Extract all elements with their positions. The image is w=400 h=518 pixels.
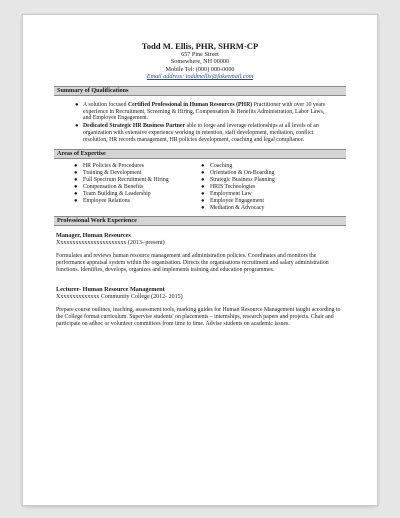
expertise-heading: Areas of Expertise xyxy=(54,149,346,159)
job-organization: Xxxxxxxxxxxxxx Community College (2012- 2015) xyxy=(56,293,183,300)
expertise-item: ● Training & Development xyxy=(74,169,142,176)
bullet-icon: ● xyxy=(201,176,205,183)
job-description: Formulates and reviews human resource management and administration policies. Coordinates and monitors the performance appraisal system within the organisation. Directs the organisations recruitment and salary administration functions. Identifies, develops, organizes and implements training and education programmes. xyxy=(56,253,329,273)
resume-page xyxy=(23,15,377,505)
experience-heading: Professional Work Experience xyxy=(54,216,346,226)
expertise-item: ● Coaching xyxy=(201,163,233,170)
phone-number: Mobile Tel: (000) 000-0000 xyxy=(165,65,235,73)
bullet-icon: ● xyxy=(201,190,205,197)
expertise-item: ● Full Spectrum Recruitment & Hiring xyxy=(74,176,169,183)
expertise-item: ● Compensation & Benefits xyxy=(74,183,144,190)
expertise-item: ● Employment Law xyxy=(201,190,252,197)
bullet-icon: ● xyxy=(201,204,205,211)
bullet-icon: ● xyxy=(75,123,79,130)
bullet-icon: ● xyxy=(201,183,205,190)
job-organization: Xxxxxxxxxxxxxxxxxxxxxxx (2013- present) xyxy=(56,240,165,246)
qualification-item: ● A solution focused Certified Professional in Human Resources (PHR) Practitioner with over 10 years experience in Recruitment, Screening & Hiring, Compensation & Benefits Administration, Labor Laws, and Employee Engagement. xyxy=(75,101,326,122)
bullet-icon: ● xyxy=(74,197,78,204)
job-entry xyxy=(56,286,346,328)
bullet-icon: ● xyxy=(74,190,78,197)
expertise-item: ● Team Building & Leadership xyxy=(74,190,151,197)
bullet-icon: ● xyxy=(74,176,78,183)
bullet-icon: ● xyxy=(74,169,78,176)
job-title: Manager, Human Resources xyxy=(56,232,131,240)
expertise-left-column xyxy=(74,163,210,211)
qualification-item: ● Dedicated Strategic HR Business Partner able to forge and leverage relationships at all levels of an organization with extensive experience working in retention, staff development, mediation, conflict resolution, HR records management, HR policies development, coaching and legal compliance. xyxy=(75,123,319,144)
bullet-icon: ● xyxy=(74,163,78,170)
resume-header xyxy=(23,15,377,81)
expertise-item: ● Employee Engagement xyxy=(201,197,264,204)
bullet-icon: ● xyxy=(201,197,205,204)
job-description: Prepare course outlines, teaching, assessment tools, marking guides for Human Resource Management taught according to the College format curriculum. Supervise students' on placements – internships, research papers and projects. Chair and participate on adhoc or volunteer committees from time to time. Advise students on academic issues. xyxy=(56,306,341,327)
expertise-item: ● Orientation & On-Boarding xyxy=(201,169,275,176)
job-entry xyxy=(56,232,346,274)
job-title: Lecturer- Human Resource Management xyxy=(56,286,165,293)
qualifications-list xyxy=(75,101,333,144)
street-address: 657 Pine Street xyxy=(181,51,219,58)
expertise-grid xyxy=(74,163,337,211)
bullet-icon: ● xyxy=(201,169,205,176)
city-address: Somewhere, NH 00000 xyxy=(170,58,230,66)
bullet-icon: ● xyxy=(74,183,78,190)
expertise-right-column xyxy=(201,163,337,211)
email-link[interactable]: Email address: toddmellis@fakeemail.com xyxy=(146,73,254,81)
expertise-item: ● HRIS Technologies xyxy=(201,183,256,190)
bullet-icon: ● xyxy=(75,101,79,108)
summary-heading: Summary of Qualifications xyxy=(54,86,346,96)
candidate-name: Todd M. Ellis, PHR, SHRM-CP xyxy=(141,41,259,51)
expertise-item: ● Mediation & Advocacy xyxy=(201,204,265,211)
bullet-icon: ● xyxy=(201,163,205,170)
expertise-item: ● HR Policies & Procedures xyxy=(74,163,145,170)
expertise-item: ● Employee Relations xyxy=(74,197,130,204)
expertise-item: ● Strategic Business Planning xyxy=(201,176,275,183)
